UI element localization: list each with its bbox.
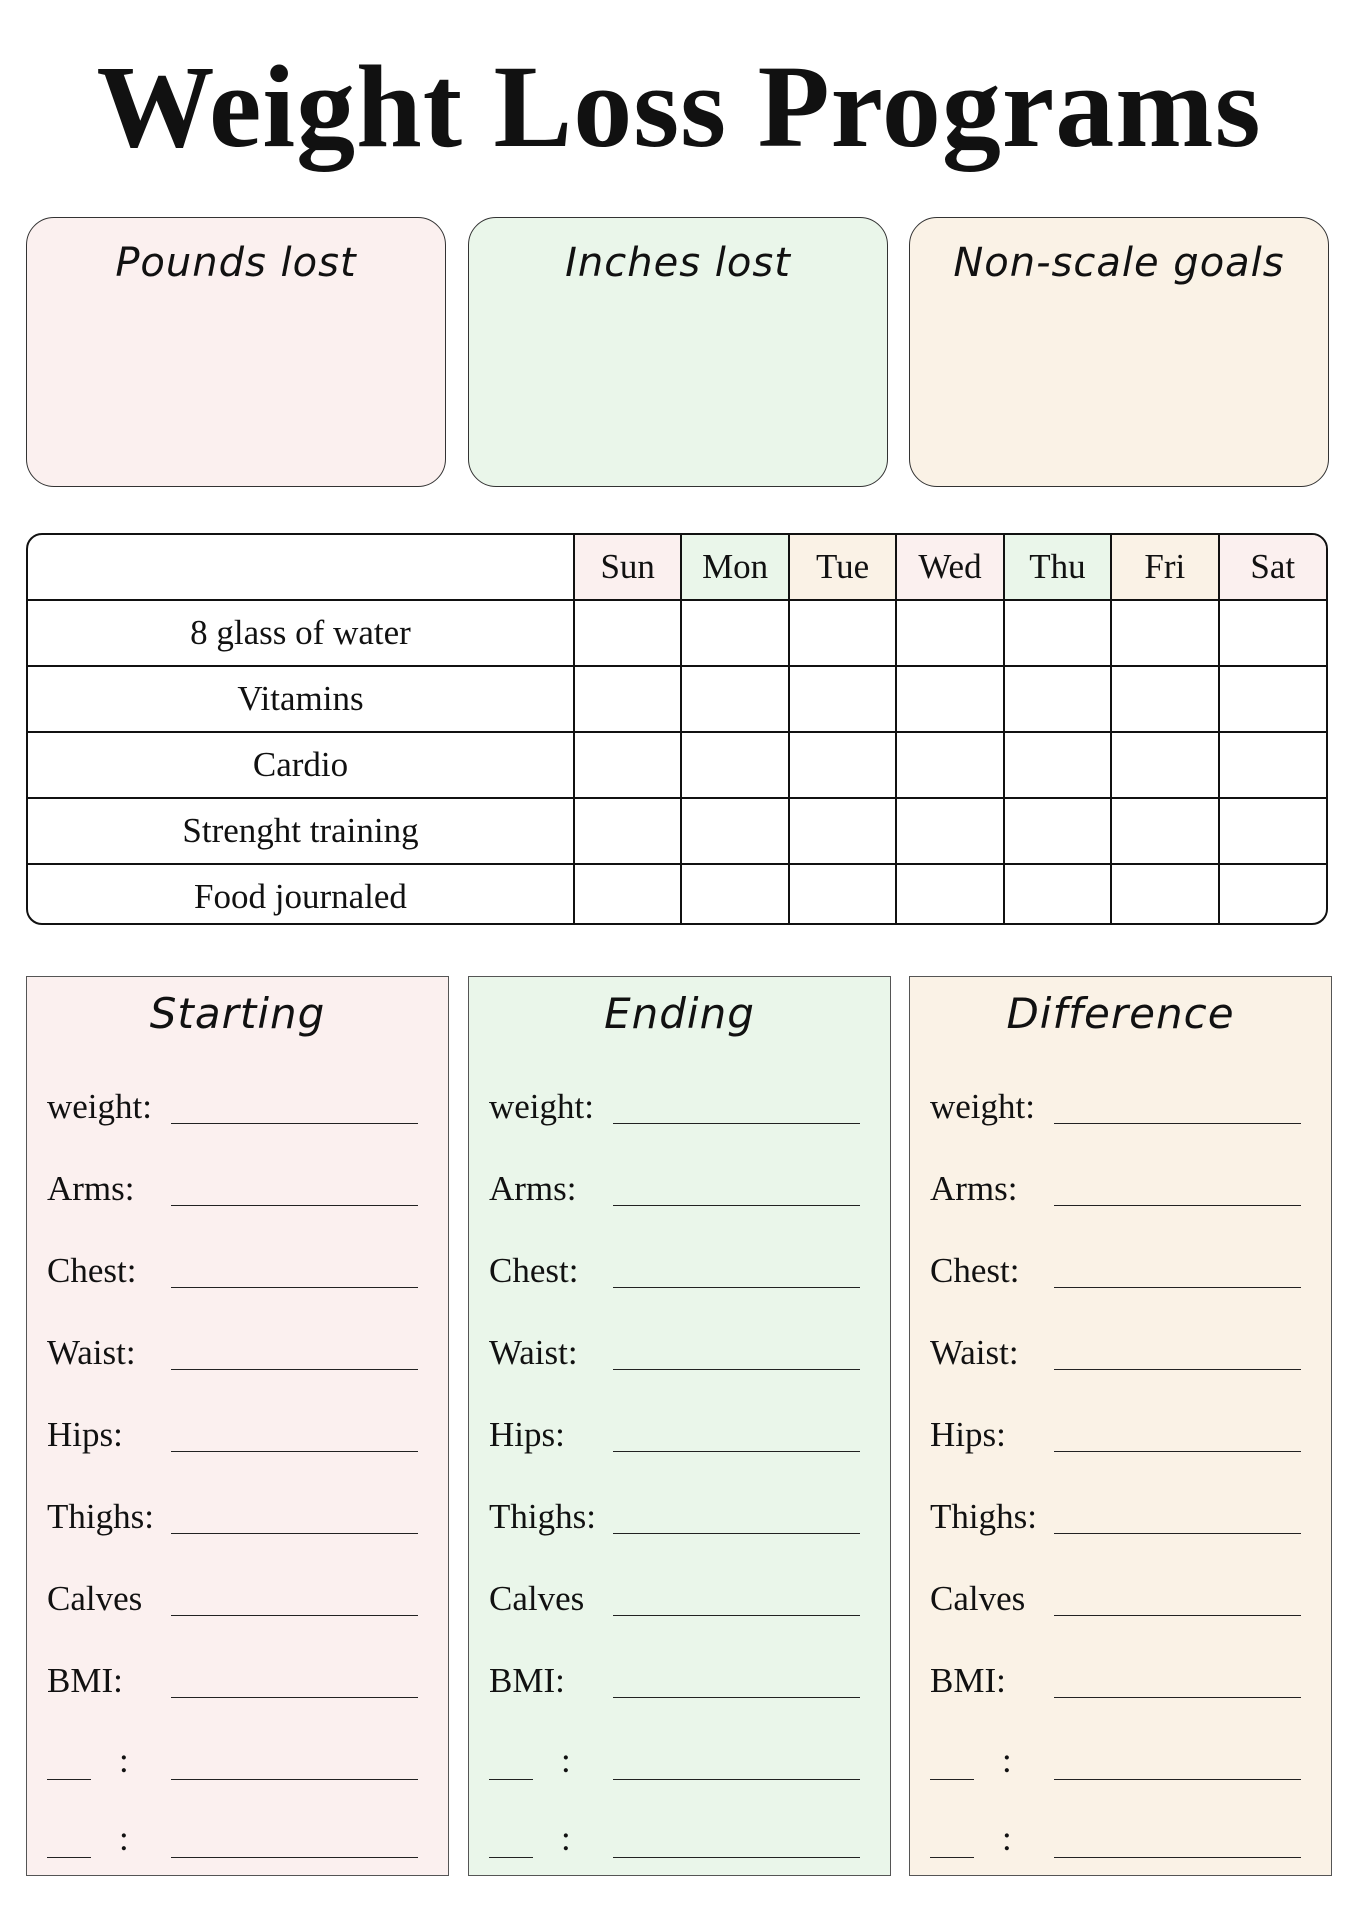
measurement-label: Hips: [930, 1415, 1006, 1454]
custom-measurement-row [469, 1799, 890, 1877]
check-cell[interactable] [1219, 798, 1326, 864]
check-cell[interactable] [896, 600, 1003, 666]
measurement-row [27, 1475, 448, 1557]
check-cell[interactable] [1219, 600, 1326, 666]
measurement-label: Hips: [47, 1415, 123, 1454]
table-row [28, 732, 1326, 798]
measurement-input-line[interactable] [613, 1451, 860, 1452]
check-cell[interactable] [574, 600, 681, 666]
measurement-label: Arms: [930, 1169, 1018, 1208]
measurement-input-line[interactable] [613, 1857, 860, 1858]
check-cell[interactable] [789, 666, 896, 732]
habit-label: Vitamins [28, 666, 574, 732]
measurement-row [910, 1475, 1331, 1557]
habit-label: Cardio [28, 732, 574, 798]
custom-label-line[interactable] [489, 1779, 533, 1780]
measurement-input-line[interactable] [1054, 1287, 1301, 1288]
measurement-row [27, 1557, 448, 1639]
check-cell[interactable] [1219, 732, 1326, 798]
pounds-lost-box[interactable] [26, 217, 446, 487]
check-cell[interactable] [681, 798, 788, 864]
measurement-input-line[interactable] [1054, 1533, 1301, 1534]
measurement-input-line[interactable] [1054, 1697, 1301, 1698]
habit-label: Food journaled [28, 864, 574, 925]
starting-measurement-panel [26, 976, 449, 1876]
measurement-input-line[interactable] [613, 1533, 860, 1534]
measurement-label: Arms: [489, 1169, 577, 1208]
colon-separator: : [119, 1741, 129, 1780]
measurement-row [469, 1311, 890, 1393]
non-scale-goals-box[interactable] [909, 217, 1329, 487]
measurement-label: Waist: [489, 1333, 578, 1372]
measurement-input-line[interactable] [613, 1287, 860, 1288]
measurement-row [910, 1065, 1331, 1147]
day-header-wed: Wed [896, 535, 1003, 600]
custom-measurement-row [27, 1799, 448, 1877]
measurement-row [910, 1147, 1331, 1229]
measurement-label: Waist: [930, 1333, 1019, 1372]
measurement-row [910, 1393, 1331, 1475]
check-cell[interactable] [1111, 732, 1218, 798]
measurement-row [910, 1229, 1331, 1311]
measurement-label: BMI: [930, 1661, 1006, 1700]
measurement-label: weight: [489, 1087, 594, 1126]
day-header-sat: Sat [1219, 535, 1326, 600]
pounds-lost-label: Pounds lost [115, 240, 357, 286]
measurement-input-line[interactable] [1054, 1615, 1301, 1616]
check-cell[interactable] [1004, 666, 1111, 732]
measurement-row [910, 1639, 1331, 1721]
check-cell[interactable] [896, 798, 1003, 864]
measurement-row [910, 1557, 1331, 1639]
check-cell[interactable] [681, 666, 788, 732]
difference-measurement-panel [909, 976, 1332, 1876]
custom-measurement-row [27, 1721, 448, 1799]
inches-lost-box[interactable] [468, 217, 888, 487]
measurement-row [27, 1229, 448, 1311]
measurement-label: Waist: [47, 1333, 136, 1372]
measurement-input-line[interactable] [1054, 1779, 1301, 1780]
measurement-row [469, 1065, 890, 1147]
check-cell[interactable] [1219, 666, 1326, 732]
tracker-header-row [28, 535, 1326, 600]
measurement-input-line[interactable] [613, 1369, 860, 1370]
measurement-input-line[interactable] [1054, 1451, 1301, 1452]
measurement-input-line[interactable] [613, 1779, 860, 1780]
measurement-row [27, 1147, 448, 1229]
day-header-sun: Sun [574, 535, 681, 600]
table-row [28, 600, 1326, 666]
measurement-label: Thighs: [489, 1497, 596, 1536]
table-row [28, 798, 1326, 864]
check-cell[interactable] [1111, 600, 1218, 666]
measurement-row [27, 1311, 448, 1393]
check-cell[interactable] [896, 732, 1003, 798]
check-cell[interactable] [789, 600, 896, 666]
measurement-input-line[interactable] [1054, 1205, 1301, 1206]
check-cell[interactable] [1111, 864, 1218, 925]
table-row [28, 864, 1326, 925]
check-cell[interactable] [789, 732, 896, 798]
custom-measurement-row [910, 1721, 1331, 1799]
check-cell[interactable] [681, 732, 788, 798]
check-cell[interactable] [896, 666, 1003, 732]
measurement-input-line[interactable] [171, 1857, 418, 1858]
measurement-row [469, 1393, 890, 1475]
check-cell[interactable] [1111, 798, 1218, 864]
measurement-row [469, 1639, 890, 1721]
page-title: Weight Loss Programs [96, 41, 1262, 172]
measurement-panel-title: Difference [1006, 989, 1235, 1038]
check-cell[interactable] [1219, 864, 1326, 925]
measurement-input-line[interactable] [613, 1205, 860, 1206]
measurement-row [27, 1639, 448, 1721]
measurement-label: Chest: [930, 1251, 1020, 1290]
measurement-label: Chest: [489, 1251, 579, 1290]
measurement-label: Hips: [489, 1415, 565, 1454]
check-cell[interactable] [896, 864, 1003, 925]
measurement-row [469, 1557, 890, 1639]
custom-measurement-row [910, 1799, 1331, 1877]
habit-label: Strenght training [28, 798, 574, 864]
measurement-input-line[interactable] [171, 1123, 418, 1124]
custom-label-line[interactable] [47, 1857, 91, 1858]
tracker-corner-cell [28, 535, 574, 600]
check-cell[interactable] [1111, 666, 1218, 732]
inches-lost-label: Inches lost [565, 240, 791, 286]
habit-label: 8 glass of water [28, 600, 574, 666]
measurement-label: BMI: [489, 1661, 565, 1700]
measurement-label: Arms: [47, 1169, 135, 1208]
measurement-row [469, 1475, 890, 1557]
day-header-fri: Fri [1111, 535, 1218, 600]
check-cell[interactable] [1004, 798, 1111, 864]
day-header-tue: Tue [789, 535, 896, 600]
measurement-label: Chest: [47, 1251, 137, 1290]
measurement-label: Thighs: [47, 1497, 154, 1536]
non-scale-goals-label: Non-scale goals [953, 240, 1285, 286]
day-header-thu: Thu [1004, 535, 1111, 600]
colon-separator: : [1002, 1819, 1012, 1858]
custom-label-line[interactable] [930, 1779, 974, 1780]
check-cell[interactable] [681, 864, 788, 925]
measurement-input-line[interactable] [613, 1697, 860, 1698]
measurement-input-line[interactable] [1054, 1369, 1301, 1370]
measurement-panel-title: Starting [149, 989, 326, 1038]
colon-separator: : [561, 1819, 571, 1858]
check-cell[interactable] [574, 666, 681, 732]
measurement-input-line[interactable] [171, 1779, 418, 1780]
colon-separator: : [119, 1819, 129, 1858]
table-row [28, 666, 1326, 732]
measurement-label: Calves [47, 1579, 143, 1618]
measurement-label: weight: [930, 1087, 1035, 1126]
measurement-input-line[interactable] [613, 1615, 860, 1616]
custom-label-line[interactable] [47, 1779, 91, 1780]
measurement-panel-title: Ending [604, 989, 755, 1038]
measurement-input-line[interactable] [1054, 1857, 1301, 1858]
habit-tracker [26, 533, 1328, 925]
measurement-input-line[interactable] [171, 1451, 418, 1452]
colon-separator: : [561, 1741, 571, 1780]
measurement-row [27, 1065, 448, 1147]
custom-label-line[interactable] [489, 1857, 533, 1858]
check-cell[interactable] [1004, 732, 1111, 798]
check-cell[interactable] [574, 732, 681, 798]
measurement-label: Calves [930, 1579, 1026, 1618]
measurement-label: weight: [47, 1087, 152, 1126]
measurement-input-line[interactable] [171, 1205, 418, 1206]
measurement-input-line[interactable] [171, 1615, 418, 1616]
measurement-input-line[interactable] [171, 1287, 418, 1288]
check-cell[interactable] [681, 600, 788, 666]
custom-measurement-row [469, 1721, 890, 1799]
measurement-input-line[interactable] [613, 1123, 860, 1124]
measurement-row [469, 1147, 890, 1229]
measurement-row [910, 1311, 1331, 1393]
measurement-row [27, 1393, 448, 1475]
colon-separator: : [1002, 1741, 1012, 1780]
measurement-label: BMI: [47, 1661, 123, 1700]
check-cell[interactable] [574, 798, 681, 864]
custom-label-line[interactable] [930, 1857, 974, 1858]
measurement-input-line[interactable] [171, 1533, 418, 1534]
measurement-label: Thighs: [930, 1497, 1037, 1536]
check-cell[interactable] [1004, 864, 1111, 925]
check-cell[interactable] [574, 864, 681, 925]
measurement-row [469, 1229, 890, 1311]
check-cell[interactable] [789, 864, 896, 925]
check-cell[interactable] [789, 798, 896, 864]
day-header-mon: Mon [681, 535, 788, 600]
check-cell[interactable] [1004, 600, 1111, 666]
measurement-input-line[interactable] [171, 1369, 418, 1370]
measurement-label: Calves [489, 1579, 585, 1618]
ending-measurement-panel [468, 976, 891, 1876]
measurement-input-line[interactable] [1054, 1123, 1301, 1124]
measurement-input-line[interactable] [171, 1697, 418, 1698]
